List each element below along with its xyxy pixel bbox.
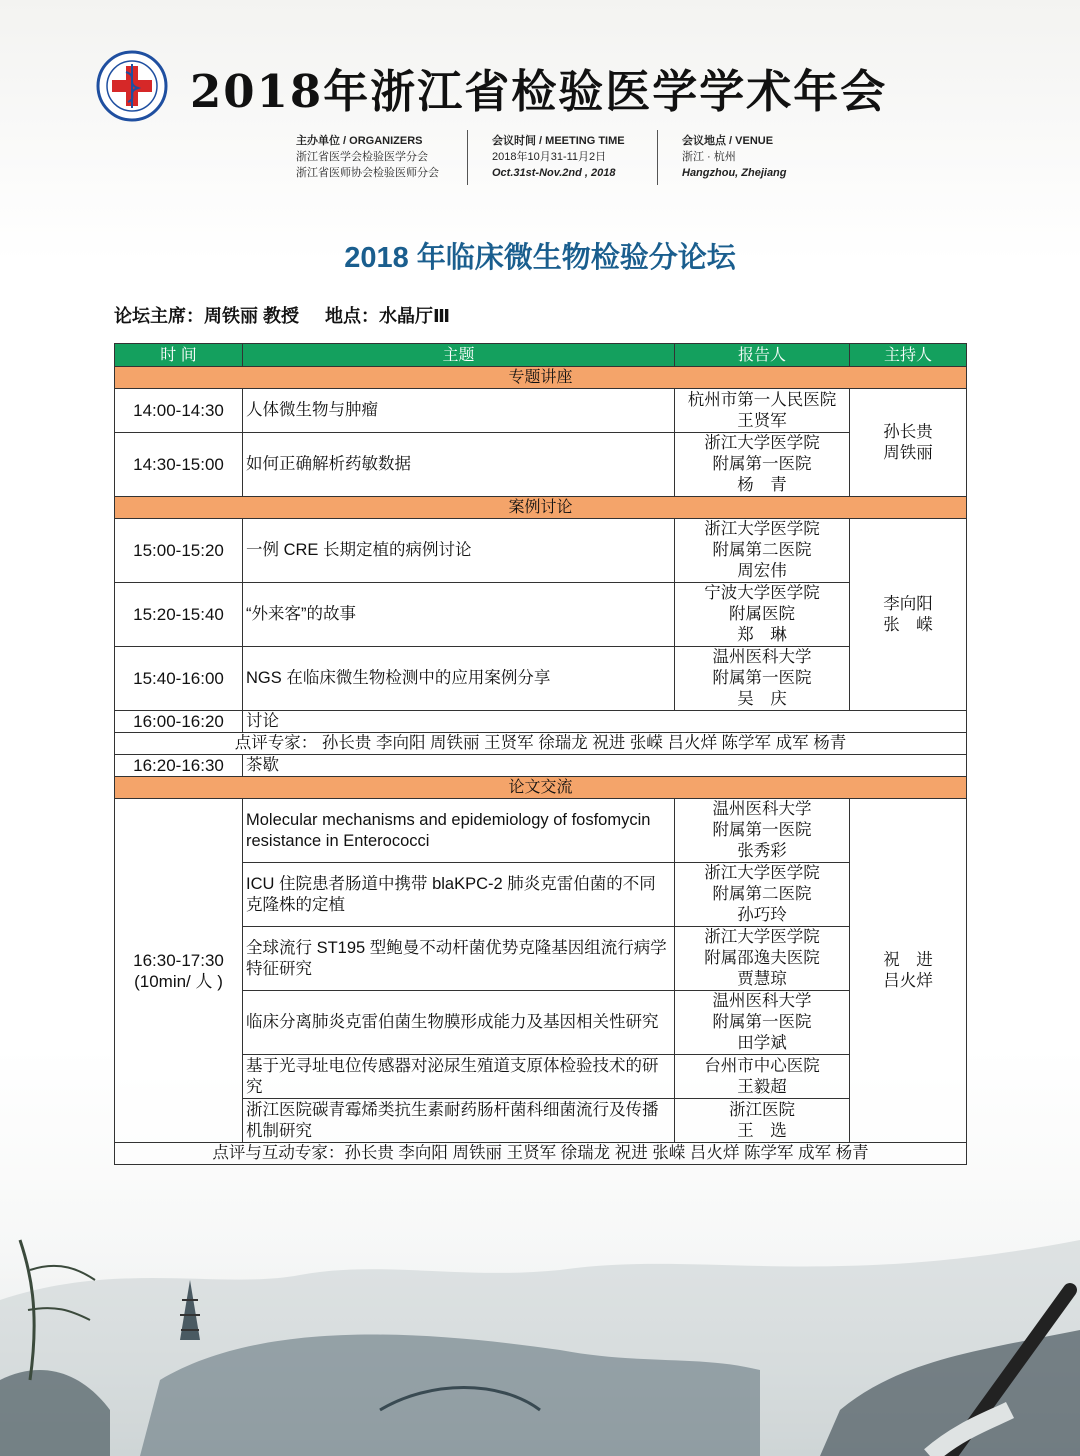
venue-en: Hangzhou, Zhejiang [682, 167, 787, 179]
row-reporter [675, 433, 850, 497]
row-host [850, 519, 967, 711]
row-time: 14:30-15:00 [115, 433, 243, 497]
table-row [115, 799, 967, 863]
row-time: 16:00-16:20 [115, 711, 243, 733]
row-topic: NGS 在临床微生物检测中的应用案例分享 [243, 647, 675, 711]
divider [657, 130, 658, 185]
forum-chair-line [114, 302, 450, 328]
section-title: 论文交流 [115, 777, 967, 799]
row-topic: 浙江医院碳青霉烯类抗生素耐药肠杆菌科细菌流行及传播机制研究 [243, 1099, 675, 1143]
row-topic: 全球流行 ST195 型鲍曼不动杆菌优势克隆基因组流行病学特征研究 [243, 927, 675, 991]
row-time: 14:00-14:30 [115, 389, 243, 433]
meeting-time-en: Oct.31st-Nov.2nd , 2018 [492, 167, 616, 179]
venue-label: 会议地点 / VENUE [682, 135, 774, 147]
reporter-line: 附属第二医院 [712, 541, 812, 559]
row-time: 15:20-15:40 [115, 583, 243, 647]
reporter-line: 浙江大学医学院 [704, 434, 820, 452]
host-line: 孙长贵 [883, 422, 933, 441]
row-reporter [675, 863, 850, 927]
row-reporter [675, 647, 850, 711]
table-row [115, 647, 967, 711]
reporter-line: 杨 青 [737, 476, 787, 494]
reporter-line: 附属邵逸夫医院 [704, 949, 820, 967]
reporter-line: 附属第一医院 [712, 669, 812, 687]
reporter-line: 周宏伟 [737, 562, 787, 580]
conference-title: 2018年浙江省检验医学学术年会 [190, 65, 888, 118]
forum-chair: 论坛主席：周铁丽 教授 [114, 306, 299, 326]
section-row [115, 777, 967, 799]
reporter-line: 宁波大学医学院 [704, 584, 820, 602]
agenda-table [114, 343, 967, 1165]
forum-location: 地点：水晶厅Ⅲ [325, 306, 451, 326]
row-reporter [675, 1055, 850, 1099]
section-title: 案例讨论 [115, 497, 967, 519]
experts-text: 点评与互动专家：孙长贵 李向阳 周铁丽 王贤军 徐瑞龙 祝进 张嵘 吕火烊 陈学军 成军 杨青 [115, 1143, 967, 1165]
experts-text: 点评专家： 孙长贵 李向阳 周铁丽 王贤军 徐瑞龙 祝进 张嵘 吕火烊 陈学军 成军 杨青 [115, 733, 967, 755]
table-row [115, 711, 967, 733]
row-topic: “外来客”的故事 [243, 583, 675, 647]
reporter-line: 温州医科大学 [712, 648, 812, 666]
forum-title: 2018 年临床微生物检验分论坛 [344, 242, 736, 274]
host-line: 张 嵘 [883, 615, 933, 634]
table-row [115, 863, 967, 927]
reporter-line: 王贤军 [737, 411, 787, 430]
row-time: 16:20-16:30 [115, 755, 243, 777]
reporter-line: 郑 琳 [737, 626, 787, 644]
organizers-block [296, 133, 439, 181]
row-topic: Molecular mechanisms and epidemiology of fosfomycin resistance in Enterococci [243, 799, 675, 863]
header-time: 时 间 [115, 344, 243, 367]
row-host [850, 389, 967, 497]
table-row [115, 1055, 967, 1099]
poster-header [0, 0, 1080, 200]
reporter-line: 浙江大学医学院 [704, 864, 820, 882]
row-topic: 如何正确解析药敏数据 [243, 433, 675, 497]
row-time: 15:00-15:20 [115, 519, 243, 583]
row-topic: 人体微生物与肿瘤 [243, 389, 675, 433]
row-topic: 临床分离肺炎克雷伯菌生物膜形成能力及基因相关性研究 [243, 991, 675, 1055]
reporter-line: 台州市中心医院 [704, 1056, 820, 1075]
reporter-line: 浙江大学医学院 [704, 520, 820, 538]
reporter-line: 附属第一医院 [712, 1013, 812, 1031]
header-host: 主持人 [850, 344, 967, 367]
table-row [115, 1099, 967, 1143]
divider [467, 130, 468, 185]
row-reporter [675, 1099, 850, 1143]
reporter-line: 王 选 [737, 1121, 787, 1140]
reporter-line: 杭州市第一人民医院 [687, 390, 837, 409]
host-line: 祝 进 [883, 950, 933, 969]
reporter-line: 浙江大学医学院 [704, 928, 820, 946]
row-topic: ICU 住院患者肠道中携带 blaKPC-2 肺炎克雷伯菌的不同克隆株的定植 [243, 863, 675, 927]
row-topic: 茶歇 [243, 755, 967, 777]
meeting-time-cn: 2018年10月31-11月2日 [492, 151, 607, 163]
organizers-label: 主办单位 / ORGANIZERS [296, 135, 423, 147]
table-header-row [115, 344, 967, 367]
reporter-line: 张秀彩 [737, 842, 787, 860]
venue-block [682, 133, 787, 181]
organizer-1: 浙江省医学会检验医学分会 [296, 151, 428, 163]
row-topic: 讨论 [243, 711, 967, 733]
table-row [115, 519, 967, 583]
organizer-2: 浙江省医师协会检验医师分会 [296, 167, 439, 179]
table-row [115, 991, 967, 1055]
reporter-line: 附属第二医院 [712, 885, 812, 903]
table-row [115, 389, 967, 433]
row-reporter [675, 799, 850, 863]
reporter-line: 附属第一医院 [712, 821, 812, 839]
table-row [115, 583, 967, 647]
table-row [115, 755, 967, 777]
reporter-line: 田学斌 [737, 1034, 787, 1052]
table-row [115, 433, 967, 497]
row-time: 15:40-16:00 [115, 647, 243, 711]
section-title: 专题讲座 [115, 367, 967, 389]
table-row [115, 927, 967, 991]
header-reporter: 报告人 [675, 344, 850, 367]
row-reporter [675, 991, 850, 1055]
row-reporter [675, 927, 850, 991]
reporter-line: 贾慧琼 [737, 970, 787, 988]
venue-cn: 浙江 · 杭州 [682, 151, 736, 163]
reporter-line: 温州医科大学 [712, 992, 812, 1010]
row-reporter [675, 389, 850, 433]
host-line: 周铁丽 [883, 443, 933, 462]
section-row [115, 497, 967, 519]
meeting-time-block [492, 133, 625, 181]
section-row [115, 367, 967, 389]
association-logo-icon [96, 50, 168, 122]
header-topic: 主题 [243, 344, 675, 367]
reporter-line: 附属医院 [729, 605, 795, 623]
row-host [850, 799, 967, 1143]
reporter-line: 吴 庆 [737, 690, 787, 708]
reporter-line: 温州医科大学 [712, 800, 812, 818]
row-topic: 一例 CRE 长期定植的病例讨论 [243, 519, 675, 583]
meeting-time-label: 会议时间 / MEETING TIME [492, 135, 625, 147]
reporter-line: 附属第一医院 [712, 455, 812, 473]
session-time: 16:30-17:30 [133, 950, 224, 970]
experts-row [115, 1143, 967, 1165]
reporter-line: 浙江医院 [729, 1100, 795, 1119]
experts-row [115, 733, 967, 755]
reporter-line: 王毅超 [737, 1077, 787, 1096]
row-time [115, 799, 243, 1143]
row-reporter [675, 583, 850, 647]
host-line: 吕火烊 [883, 971, 933, 990]
ink-landscape-decoration-icon [0, 1180, 1080, 1456]
row-reporter [675, 519, 850, 583]
session-time-note: (10min/ 人 ) [134, 971, 223, 991]
row-topic: 基于光寻址电位传感器对泌尿生殖道支原体检验技术的研究 [243, 1055, 675, 1099]
reporter-line: 孙巧玲 [737, 906, 787, 924]
host-line: 李向阳 [883, 594, 933, 613]
